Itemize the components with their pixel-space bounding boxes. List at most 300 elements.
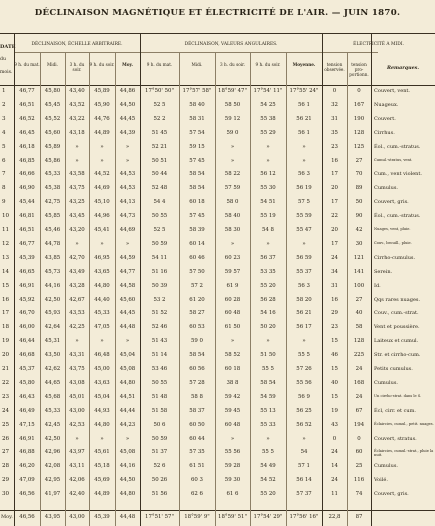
table-cell: 58 37 [189, 407, 205, 414]
table-cell: » [230, 435, 235, 442]
table-cell: 44,16 [44, 282, 61, 289]
table-cell: » [302, 338, 306, 345]
table-cell: 44,65 [44, 379, 61, 386]
table-cell: 57 35 [189, 449, 205, 456]
date-header: DATE [0, 44, 16, 50]
table-cell: 45,80 [19, 379, 35, 386]
table-cell: 50 51 [151, 157, 168, 164]
table-cell: 43,18 [69, 129, 85, 136]
table-cell: 167 [353, 101, 365, 108]
table-cell: 45,01 [69, 393, 85, 400]
table-cell: 55 5 [261, 366, 274, 372]
day-number: 4 [2, 129, 6, 136]
table-cell: 43,63 [94, 379, 110, 386]
table-cell: 60 28 [224, 296, 241, 303]
table-cell: 225 [353, 352, 365, 359]
table-cell: 57 26 [296, 366, 312, 372]
table-cell: 43,58 [69, 171, 85, 178]
remark-cell: Éol., cum.-stratus. [374, 143, 421, 150]
table-cell: » [100, 240, 104, 247]
table-cell: 42,25 [69, 324, 85, 331]
table-cell: 45,31 [44, 338, 61, 345]
table-cell: 60 14 [189, 240, 205, 247]
table-cell: 58 39 [189, 227, 205, 233]
table-cell: 24 [331, 254, 338, 261]
summary-cell: 22,8 [328, 514, 341, 520]
day-number: 10 [2, 213, 10, 220]
table-cell: 54 51 [260, 199, 276, 206]
table-cell: 43,75 [69, 185, 85, 192]
day-number: 12 [2, 240, 10, 247]
table-cell: 55 20 [260, 491, 276, 498]
table-cell: 42,70 [69, 254, 85, 261]
table-cell: 55 5 [261, 449, 274, 456]
table-cell: 58 52 [224, 352, 241, 359]
table-cell: 58 40 [224, 213, 241, 220]
table-cell: 51 37 [151, 449, 168, 456]
table-cell: 42,75 [44, 199, 61, 206]
table-cell: 16 [331, 296, 338, 303]
table-cell: 42,67 [69, 296, 85, 303]
table-cell: 56 1 [297, 129, 310, 136]
table-cell: 53 2 [153, 296, 166, 303]
table-cell: 46,77 [19, 88, 35, 94]
table-cell: 51 56 [151, 491, 168, 498]
table-cell: 46,65 [19, 268, 35, 275]
table-cell: 43,31 [69, 352, 85, 359]
table-cell: 58 54 [260, 379, 276, 386]
table-cell: 45,33 [44, 407, 61, 414]
table-cell: 45,04 [119, 352, 136, 359]
table-cell: 45,86 [44, 157, 61, 164]
table-cell: » [266, 338, 270, 345]
table-cell: 61 20 [189, 296, 205, 303]
table-cell: 44,39 [119, 129, 136, 136]
table-cell: 44,80 [119, 491, 136, 498]
table-cell: 61 50 [224, 324, 241, 331]
remark-cell: Nuageux. [374, 101, 399, 108]
table-cell: 44,96 [94, 213, 110, 220]
table-cell: 45,00 [94, 366, 110, 372]
group-echelle-header: DÉCLINAISON, ÉCHELLE ARBITRAIRE. [31, 42, 123, 47]
table-cell: 15 [331, 366, 338, 372]
table-cell: 55 33 [260, 421, 276, 428]
table-cell: » [100, 143, 104, 150]
day-number: 11 [2, 227, 10, 233]
table-cell: 0 [357, 88, 361, 94]
table-cell: 46,45 [19, 129, 35, 136]
table-cell: 57 5 [297, 199, 310, 206]
table-cell: 52 46 [151, 324, 168, 331]
table-cell: 0 [357, 435, 361, 442]
table-cell: » [230, 157, 235, 164]
table-cell: 42,50 [44, 435, 61, 442]
table-cell: 31 [331, 282, 338, 289]
column-header: tension pro-portionn. [349, 62, 369, 77]
table-cell: 27 [355, 157, 363, 164]
table-cell: 42,08 [44, 463, 61, 470]
day-number: 28 [2, 463, 10, 470]
table-cell: 59 28 [224, 463, 241, 470]
remark-cell: Couv., cum.-strat. [374, 310, 419, 317]
table-cell: » [125, 143, 130, 150]
table-cell: 56 21 [296, 115, 312, 122]
table-cell: 89 [355, 185, 363, 192]
table-cell: 59 57 [224, 268, 241, 275]
table-cell: 44,69 [119, 227, 136, 233]
page-title: DÉCLINAISON MAGNÉTIQUE ET ÉLECTRICITÉ DE L'AIR. — JUIN 1870. [34, 8, 401, 18]
table-cell: 31 [331, 115, 338, 122]
table-cell: 46,48 [94, 352, 110, 359]
remark-cell: Cumulus. [374, 379, 398, 386]
table-cell: 194 [353, 421, 365, 428]
table-cell: 42,40 [69, 491, 85, 498]
table-cell: 46,66 [19, 171, 35, 178]
table-cell: 44,76 [94, 115, 110, 122]
table-cell: 11 [331, 491, 338, 498]
table-cell: 50 44 [151, 171, 168, 178]
table-cell: 58 0 [226, 199, 239, 206]
table-cell: 43,11 [69, 463, 85, 470]
table-cell: 45,37 [19, 366, 35, 372]
table-cell: 54 4 [153, 199, 166, 206]
table-cell: 54 16 [260, 310, 276, 317]
table-cell: 43,65 [94, 268, 110, 275]
table-cell: 60 44 [189, 435, 205, 442]
table-cell: 90 [355, 213, 363, 220]
remark-cell: Str. et cirrho-cum. [374, 352, 421, 359]
table-cell: » [75, 435, 79, 442]
table-cell: 32 [331, 101, 338, 108]
table-cell: 58 31 [189, 115, 205, 122]
table-cell: 45,41 [94, 227, 110, 233]
day-number: 30 [2, 491, 10, 498]
table-cell: 58 20 [296, 296, 312, 303]
table-cell: 24 [331, 477, 338, 484]
table-cell: 44,51 [119, 393, 136, 400]
table-cell: 51 50 [260, 352, 276, 359]
table-cell: 45,61 [94, 449, 110, 456]
remark-cell: Cumul.-stratus, vent. [374, 157, 413, 162]
table-cell: 52 5 [153, 101, 166, 108]
table-cell: 44,45 [119, 115, 136, 122]
table-cell: 57 59 [224, 185, 241, 192]
table-cell: 56 52 [296, 421, 312, 428]
table-cell: 44,80 [94, 421, 110, 428]
day-number: 2 [2, 101, 6, 108]
table-cell: 43,50 [44, 352, 61, 359]
day-number: 5 [2, 143, 6, 150]
table-cell: 51 45 [151, 129, 168, 136]
table-cell: 55 13 [260, 407, 276, 414]
table-cell: 46 [331, 352, 338, 359]
table-cell: » [75, 240, 79, 247]
table-cell: 46,95 [94, 254, 110, 261]
table-cell: 60 18 [189, 199, 205, 206]
table-cell: 38 8 [226, 379, 239, 386]
table-cell: 58 [355, 324, 363, 331]
table-cell: » [100, 435, 104, 442]
table-cell: 44,53 [119, 171, 136, 178]
table-cell: 22 [331, 213, 338, 220]
day-number: 16 [2, 296, 10, 303]
table-cell: 60 56 [189, 366, 205, 372]
table-cell: » [100, 157, 104, 164]
summary-cell: 43,95 [44, 514, 61, 520]
table-cell: 58 27 [189, 310, 205, 317]
table-cell: 59 12 [224, 115, 241, 122]
day-number: 1 [2, 88, 6, 94]
table-cell: 50 6 [153, 421, 166, 428]
summary-cell: 17°51' 57" [145, 514, 174, 520]
group-angle-header: DÉCLINAISON, VALEURS ANGULAIRES. [184, 42, 278, 47]
table-cell: 46,44 [19, 338, 35, 345]
table-cell: 61 51 [189, 463, 205, 470]
remark-cell: Écl, cirr. et cum. [374, 407, 416, 414]
remark-cell: Cumulus. [374, 463, 398, 470]
table-cell: 54 59 [260, 393, 276, 400]
group-subheader-rule [14, 52, 378, 53]
table-cell: 47,15 [19, 421, 35, 428]
table-cell: 51 14 [151, 352, 168, 359]
day-number: 22 [2, 379, 10, 386]
table-cell: 44,78 [44, 240, 61, 247]
table-cell: 45,44 [19, 199, 35, 206]
table-cell: 27 [355, 296, 363, 303]
table-cell: 56 19 [296, 185, 312, 192]
summary-cell: 44,48 [119, 514, 136, 520]
table-cell: 60 48 [224, 310, 241, 317]
table-cell: 25 [355, 463, 363, 470]
table-cell: 57 37 [296, 491, 312, 498]
day-number: 7 [2, 171, 6, 178]
table-cell: 55 5 [297, 352, 310, 359]
table-cell: 54 49 [260, 463, 276, 470]
table-cell: 43 [331, 421, 338, 428]
table-cell: 43,45 [69, 213, 85, 220]
table-cell: 54 25 [260, 101, 276, 108]
table-cell: 46,81 [19, 213, 35, 220]
table-cell: 128 [353, 338, 365, 345]
table-cell: 46,91 [19, 282, 35, 289]
table-cell: 57 2 [190, 282, 203, 289]
table-cell: 50 59 [151, 240, 168, 247]
table-cell: 58 54 [189, 171, 205, 178]
table-cell: 44,93 [94, 407, 110, 414]
table-cell: » [302, 157, 306, 164]
table-cell: » [75, 157, 79, 164]
table-cell: 60 48 [224, 421, 241, 428]
table-cell: 43,52 [69, 101, 85, 108]
remark-cell: Cum., vent violent. [374, 171, 422, 178]
table-cell: 42,96 [44, 449, 61, 456]
remark-cell: Cirrho-cumulus. [374, 254, 416, 261]
table-cell: 45,60 [119, 296, 136, 303]
table-cell: 45,46 [44, 227, 61, 233]
table-cell: 67 [355, 407, 363, 414]
column-header: tension observée. [324, 62, 345, 72]
table-cell: 55 38 [260, 115, 276, 122]
table-cell: 58 54 [189, 185, 205, 192]
remark-cell: Serein. [374, 268, 393, 275]
table-cell: 56 3 [297, 171, 310, 178]
table-cell: 56 14 [296, 477, 312, 484]
table-cell: 125 [353, 143, 365, 150]
table-cell: 51 43 [151, 338, 168, 345]
remark-cell: Un cirrho-strat. dans le S. [374, 393, 422, 398]
table-cell: » [302, 435, 306, 442]
remark-cell: Éol., cum.-stratus. [374, 213, 421, 220]
table-cell: » [266, 143, 270, 150]
table-cell: 44,50 [119, 101, 136, 108]
summary-cell: 45,39 [94, 514, 110, 520]
summary-cell: 18°59' 51" [218, 514, 247, 520]
table-cell: 42,06 [69, 477, 85, 484]
summary-cell: 87 [355, 514, 363, 520]
table-cell: 17°54' 11" [253, 88, 283, 94]
table-cell: 55 20 [260, 282, 276, 289]
date-header-bot: mois. [0, 70, 13, 75]
remark-cell: Couvert, gris. [374, 491, 409, 498]
table-cell: 54 11 [151, 254, 168, 261]
day-number: 3 [2, 115, 6, 122]
date-header-mid: du [0, 57, 6, 62]
table-cell: 54 52 [260, 477, 276, 484]
table-cell: 43,00 [69, 407, 85, 414]
table-cell: 50 39 [151, 282, 168, 289]
table-cell: 54 8 [261, 227, 274, 233]
table-cell: 190 [353, 115, 365, 122]
table-cell: 43,40 [69, 88, 85, 94]
day-number: 6 [2, 157, 6, 164]
table-cell: 58 30 [224, 227, 241, 233]
table-cell: 168 [353, 379, 365, 386]
table-cell: 43,85 [44, 254, 61, 261]
table-cell: 45,08 [119, 366, 136, 372]
table-cell: 56 17 [296, 324, 312, 331]
table-cell: 58 54 [189, 352, 205, 359]
table-cell: 56 25 [296, 407, 312, 414]
table-cell: 46,56 [19, 491, 35, 498]
table-cell: 43,97 [69, 449, 85, 456]
table-cell: 23 [331, 143, 338, 150]
header-top-rule [0, 33, 435, 34]
table-cell: » [266, 240, 270, 247]
table-cell: 55 37 [296, 268, 312, 275]
table-cell: 46,90 [19, 185, 35, 192]
table-cell: 42 [355, 227, 363, 233]
table-cell: » [230, 240, 235, 247]
table-cell: 56 12 [260, 171, 276, 178]
day-number: 15 [2, 282, 10, 289]
day-number: 17 [2, 310, 10, 317]
column-header: 3 h. du soir. [220, 62, 245, 67]
table-cell: 59 0 [190, 338, 203, 345]
table-cell: 45,60 [44, 129, 61, 136]
table-cell: 60 50 [189, 421, 205, 428]
table-cell: 40 [355, 310, 363, 317]
table-cell: 60 46 [189, 254, 205, 261]
remark-cell: Couv., brouill., pluie. [374, 240, 412, 245]
table-cell: » [100, 338, 104, 345]
table-cell: 42,64 [44, 324, 61, 331]
remark-cell: Voilé. [374, 477, 388, 484]
table-cell: 56 3 [297, 282, 310, 289]
day-number: 13 [2, 254, 10, 261]
remark-cell: Vent et poussière. [374, 324, 420, 331]
table-cell: 46,88 [19, 449, 35, 456]
table-cell: 55 30 [260, 185, 276, 192]
table-cell: 56 1 [297, 101, 310, 108]
remark-cell: Couvert, vent. [374, 88, 411, 94]
remark-cell: Cirrhus. [374, 129, 395, 136]
remark-cell: Éclaircies, cumul., petit. nuages. [374, 421, 434, 426]
column-header: Midi. [191, 62, 203, 67]
table-cell: 62 6 [190, 491, 203, 498]
table-cell: 59 45 [224, 407, 241, 414]
remark-cell: Qqs rares nuages. [374, 296, 421, 303]
day-number: 19 [2, 338, 10, 345]
day-number: 18 [2, 324, 10, 331]
table-cell: 44,48 [119, 324, 136, 331]
table-cell: 60 18 [224, 366, 241, 372]
table-cell: 44,69 [94, 185, 110, 192]
remark-cell: Nuages, vent, pluie. [374, 227, 411, 231]
table-cell: 44,45 [119, 310, 136, 317]
table-cell: 44,59 [119, 254, 136, 261]
remark-cell: Couvert, gris. [374, 199, 409, 206]
day-number: 21 [2, 366, 10, 372]
table-cell: 35 [331, 129, 338, 136]
table-cell: 60 23 [224, 254, 241, 261]
table-cell: 17°57' 58" [182, 88, 212, 94]
table-cell: 46,43 [19, 393, 35, 400]
table-cell: 43,08 [69, 379, 85, 386]
day-number: 24 [2, 407, 10, 414]
column-header: 9 h. du mat. [146, 62, 173, 67]
table-cell: » [230, 143, 235, 150]
table-cell: 53 35 [260, 268, 276, 275]
table-cell: 59 0 [226, 129, 239, 136]
table-cell: 45,85 [44, 213, 61, 220]
day-number: 9 [2, 199, 6, 206]
table-cell: 53 46 [151, 366, 168, 372]
table-cell: 56 59 [296, 254, 312, 261]
table-cell: 45,45 [44, 101, 61, 108]
summary-cell: 17°54' 29" [253, 514, 283, 520]
table-cell: 44,53 [119, 185, 136, 192]
remark-cell: Éclaircies, cumul.-strat., pluie la nuit. [374, 449, 434, 458]
table-cell: 20 [331, 185, 338, 192]
table-cell: 55 29 [260, 129, 276, 136]
table-cell: 40 [331, 379, 338, 386]
table-cell: 46,51 [19, 227, 35, 233]
table-cell: 46,18 [19, 143, 35, 150]
day-number: 14 [2, 268, 10, 275]
table-cell: 43,75 [69, 366, 85, 372]
table-cell: 54 [300, 449, 308, 456]
table-cell: 55 47 [296, 227, 312, 233]
table-cell: 57 50 [189, 268, 205, 275]
table-cell: 58 50 [224, 101, 241, 108]
table-cell: 46,70 [19, 310, 35, 317]
table-cell: 46,20 [19, 463, 35, 470]
table-cell: » [75, 143, 79, 150]
column-header: 9 h. du soir. [89, 62, 115, 67]
table-cell: » [302, 240, 306, 247]
summary-cell: 17°56' 16" [289, 514, 319, 520]
table-cell: » [125, 338, 130, 345]
